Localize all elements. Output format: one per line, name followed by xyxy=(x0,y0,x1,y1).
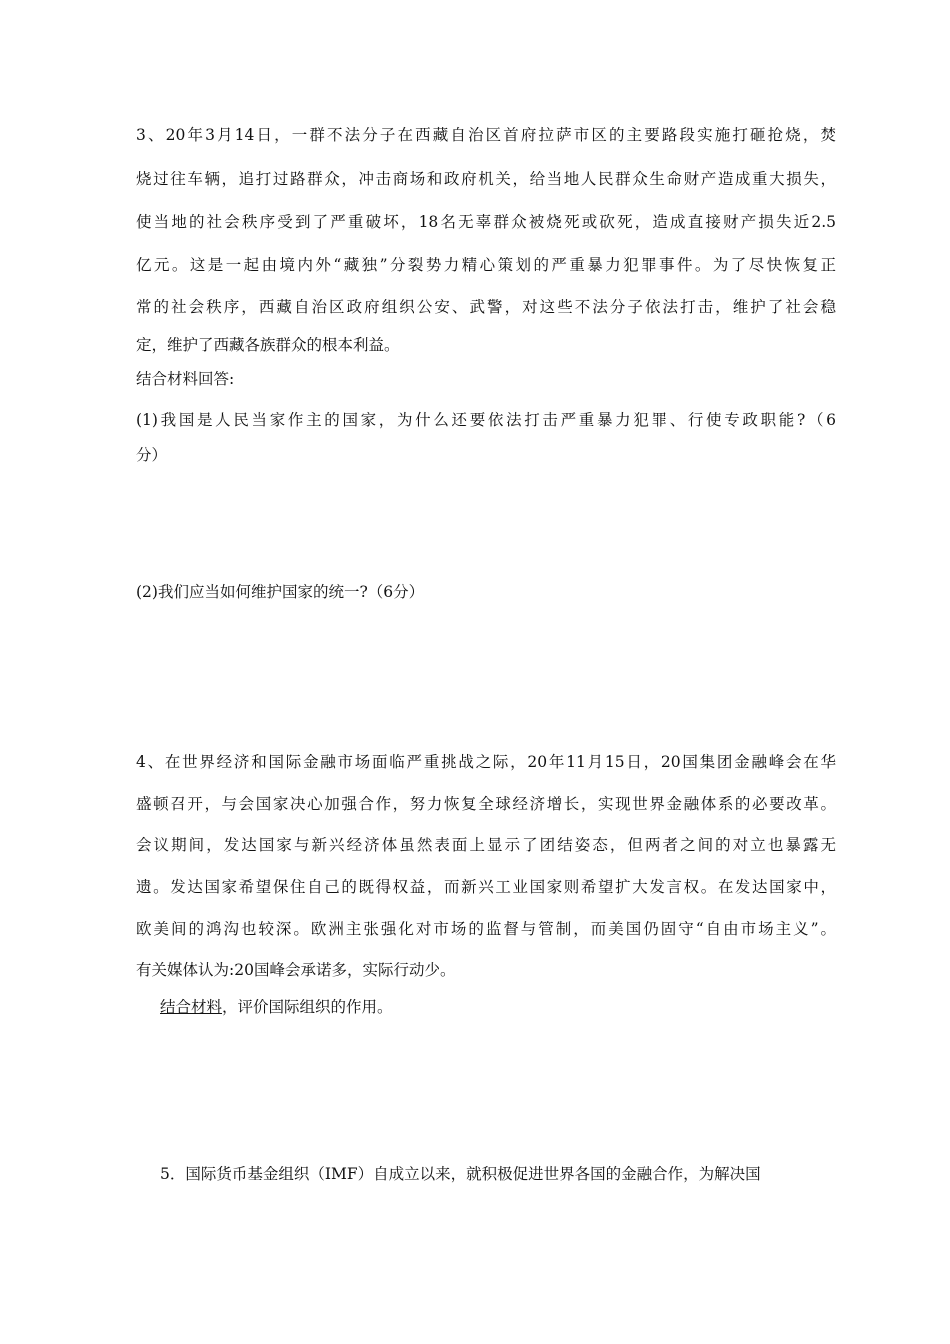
q4-prompt-underlined: 结合材料 xyxy=(160,998,223,1016)
q4-prompt xyxy=(160,997,860,1017)
q3-line-5: 常的社会秩序，西藏自治区政府组织公安、武警，对这些不法分子依法打击，维护了社会稳 xyxy=(136,298,836,316)
q4-line-1: 4、在世界经济和国际金融市场面临严重挑战之际，20年11月15日，20国集团金融峰会在华 xyxy=(136,753,836,771)
q3-line-2: 烧过往车辆，追打过路群众，冲击商场和政府机关，给当地人民群众生命财产造成重大损失， xyxy=(136,170,836,188)
q4-prompt-rest: ，评价国际组织的作用。 xyxy=(222,998,393,1016)
q4-line-3: 会议期间，发达国家与新兴经济体虽然表面上显示了团结姿态，但两者之间的对立也暴露无 xyxy=(136,836,836,854)
q3-subquestion-2: (2)我们应当如何维护国家的统一?（6分） xyxy=(136,583,425,601)
q3-subquestion-1: (1)我国是人民当家作主的国家，为什么还要依法打击严重暴力犯罪、行使专政职能?（6 xyxy=(136,411,836,429)
q3-prompt: 结合材料回答: xyxy=(136,370,235,388)
q3-line-6: 定，维护了西藏各族群众的根本利益。 xyxy=(136,336,400,354)
q3-line-3: 使当地的社会秩序受到了严重破坏，18名无辜群众被烧死或砍死，造成直接财产损失近2.5 xyxy=(136,213,836,231)
q3-subquestion-1-cont: 分） xyxy=(136,446,168,464)
q4-line-4: 遗。发达国家希望保住自己的既得权益，而新兴工业国家则希望扩大发言权。在发达国家中， xyxy=(136,878,836,896)
q3-line-1: 3、20年3月14日，一群不法分子在西藏自治区首府拉萨市区的主要路段实施打砸抢烧，焚 xyxy=(136,126,836,144)
q5-line-1: 5．国际货币基金组织（IMF）自成立以来，就积极促进世界各国的金融合作，为解决国 xyxy=(160,1165,761,1183)
q4-line-5: 欧美间的鸿沟也较深。欧洲主张强化对市场的监督与管制，而美国仍固守“自由市场主义”。 xyxy=(136,920,836,938)
q4-line-6: 有关媒体认为:20国峰会承诺多，实际行动少。 xyxy=(136,961,456,979)
q4-line-2: 盛顿召开，与会国家决心加强合作，努力恢复全球经济增长，实现世界金融体系的必要改革。 xyxy=(136,795,836,813)
q3-line-4: 亿元。这是一起由境内外“藏独”分裂势力精心策划的严重暴力犯罪事件。为了尽快恢复正 xyxy=(136,256,836,274)
